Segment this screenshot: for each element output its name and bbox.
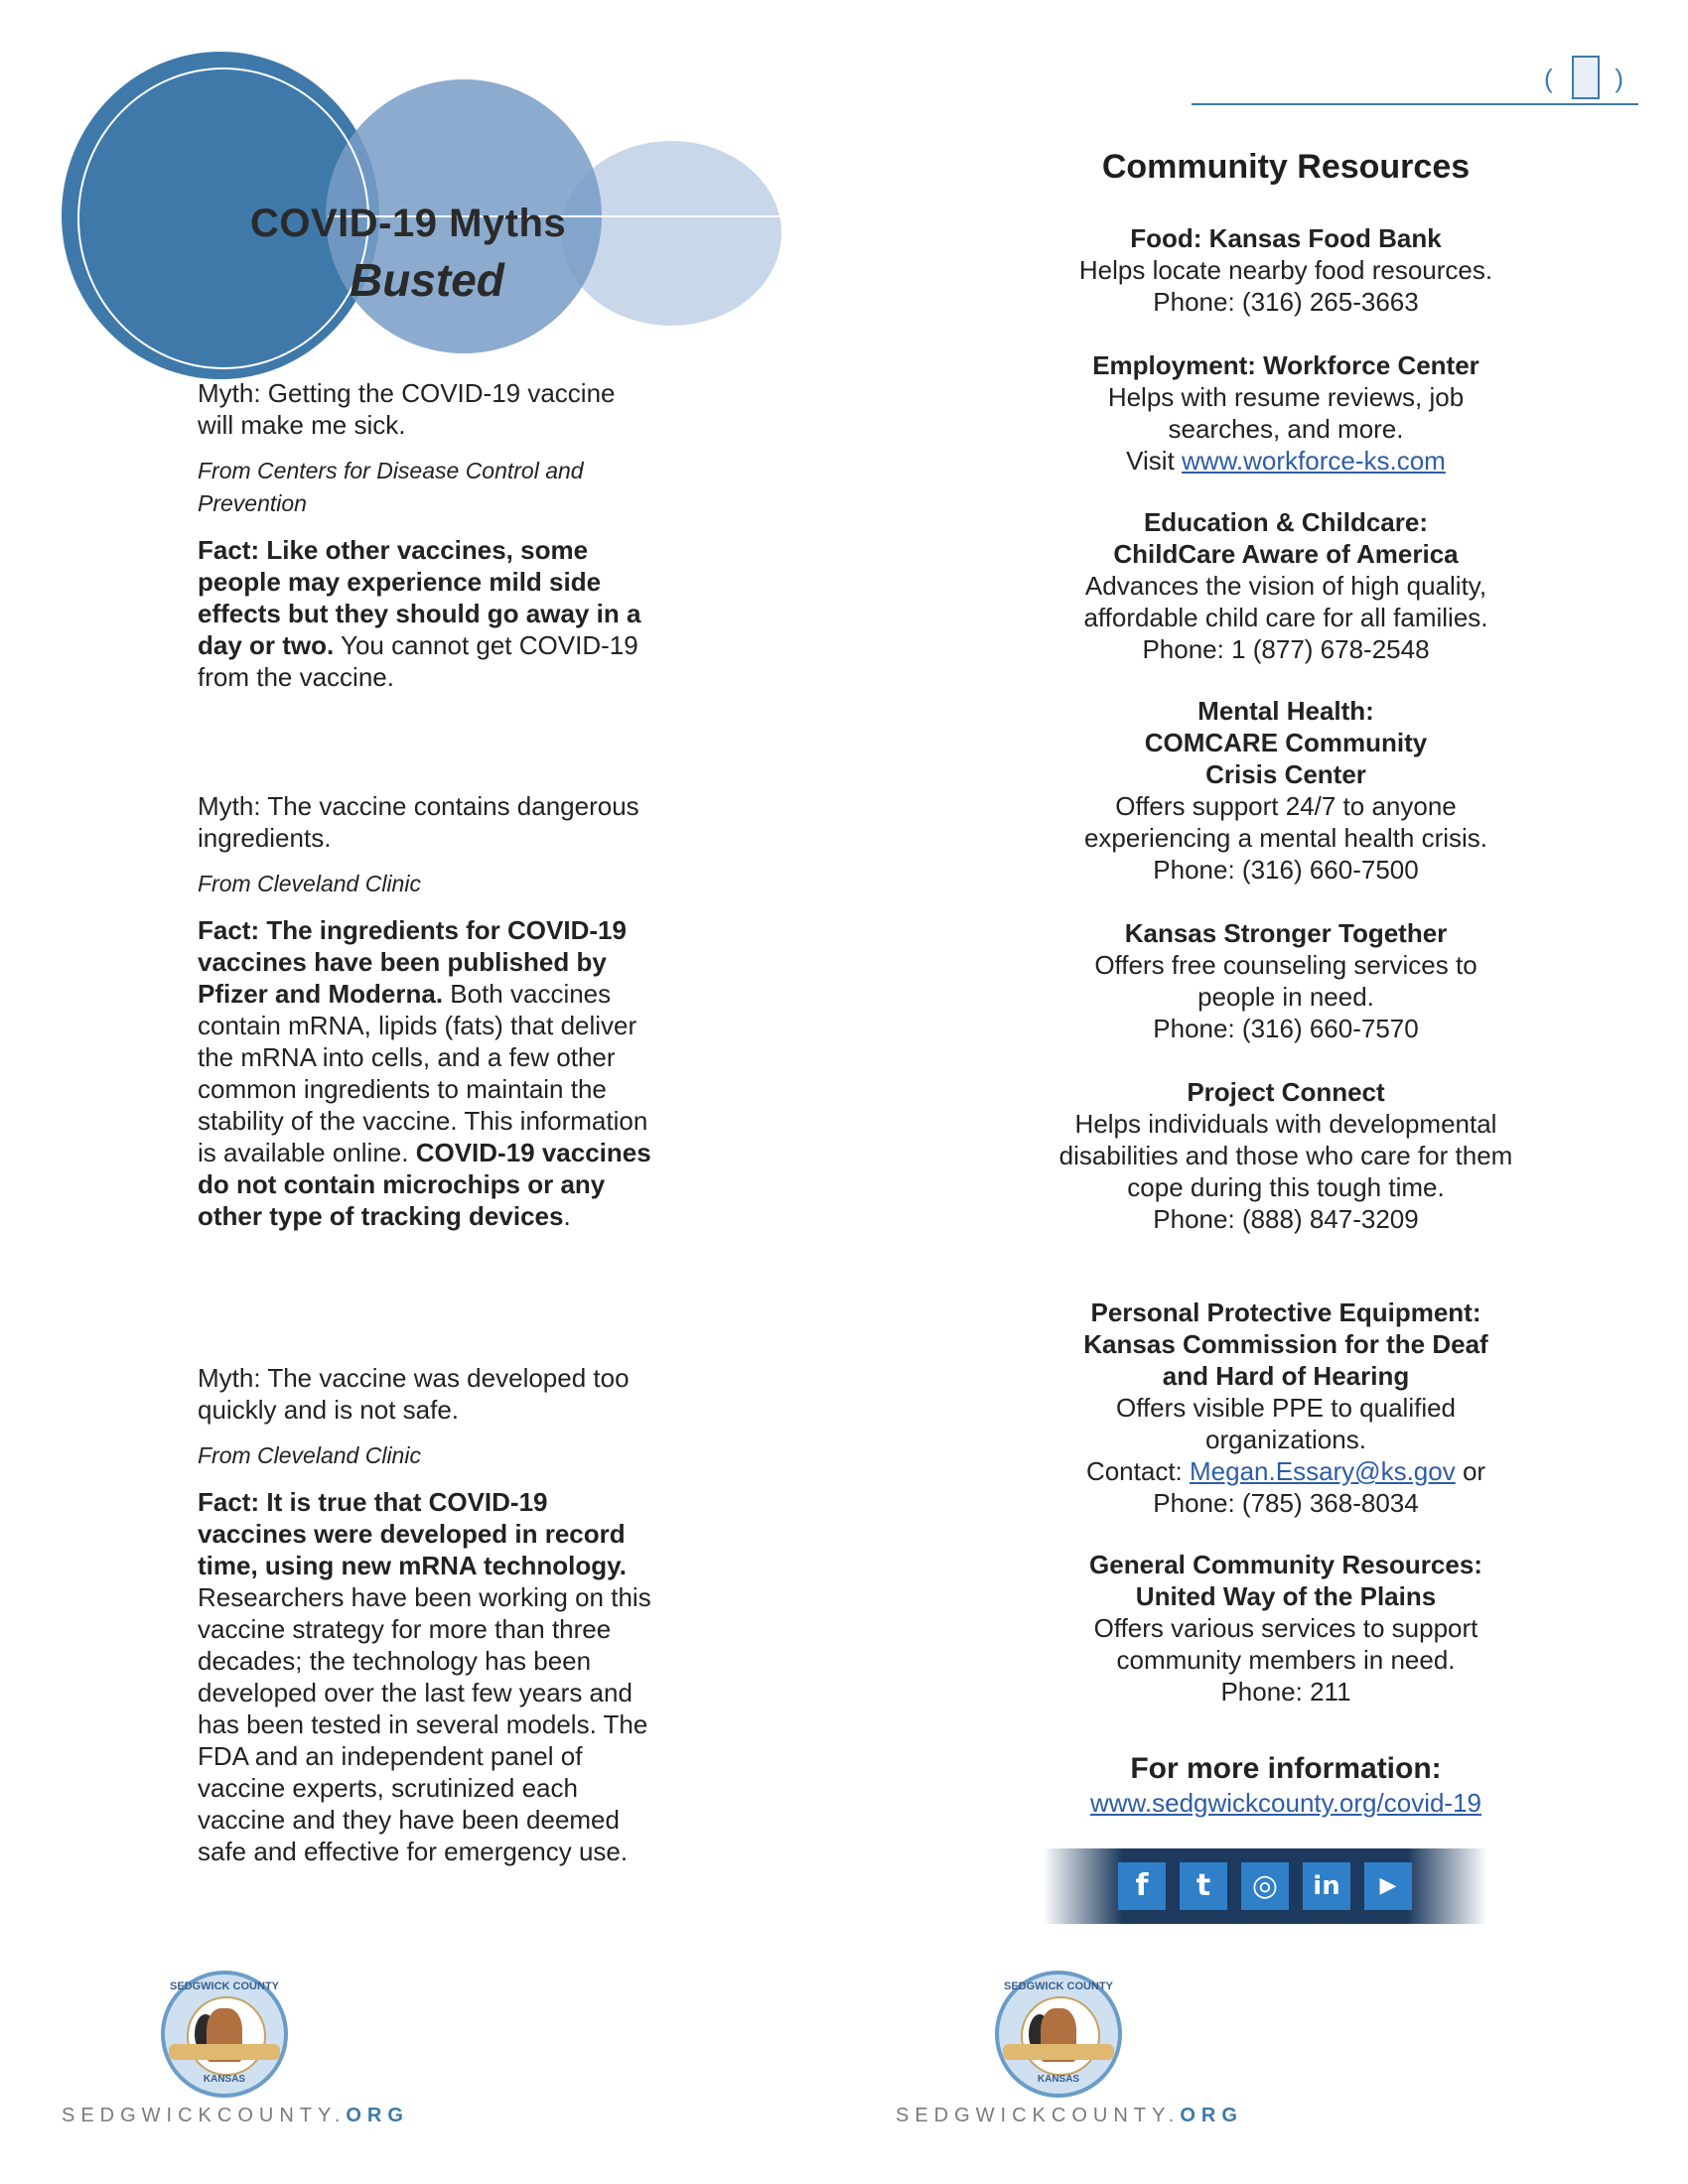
more-info-title: For more information:: [1130, 1752, 1442, 1785]
resource-desc: Advances the vision of high quality, affordable child care for all families.: [1083, 571, 1488, 632]
myth-text: Myth: The vaccine was developed too quickly and is not safe.: [198, 1363, 630, 1425]
linkedin-icon[interactable]: in: [1303, 1862, 1350, 1910]
resource-mental-health: [1038, 695, 1534, 886]
footer-text: SEDGWICKCOUNTY.: [896, 2105, 1181, 2126]
visit-label: Visit: [1126, 446, 1183, 476]
resource-heading-org: United Way of the Plains: [1135, 1581, 1437, 1611]
myth-source: From Centers for Disease Control and Prevention: [198, 458, 584, 516]
county-seal-left: [161, 1971, 288, 2098]
social-media-bar: [1043, 1848, 1487, 1924]
resource-phone: Phone: (888) 847-3209: [1153, 1204, 1419, 1234]
resource-phone: Phone: (785) 368-8034: [1153, 1488, 1419, 1518]
instagram-icon[interactable]: ◎: [1241, 1862, 1289, 1910]
fact-bold: Fact: The ingredients for COVID-19 vaccines have been published by Pfizer and Moderna.: [198, 915, 627, 1009]
fact-end: .: [563, 1201, 571, 1231]
contact-label: Contact:: [1085, 1456, 1190, 1486]
resource-desc: Offers visible PPE to qualified organizations.: [1115, 1393, 1457, 1454]
fact-text: [198, 914, 654, 1232]
resources-title: Community Resources: [1101, 148, 1471, 186]
resource-heading: Education & Childcare:: [1143, 507, 1429, 537]
fact-bold-2: COVID-19 vaccines do not contain microchips or any other type of tracking devices: [198, 1138, 651, 1231]
resource-heading-org: Kansas Commission for the Deaf and Hard of Hearing: [1083, 1329, 1488, 1391]
fact-bold: Fact: It is true that COVID-19 vaccines were developed in record time, using new mRNA technology.: [198, 1487, 627, 1580]
contact-or: or: [1455, 1456, 1486, 1486]
resource-heading: General Community Resources:: [1089, 1550, 1482, 1579]
resource-phone: Phone: 211: [1220, 1677, 1351, 1706]
myth-block-1: [198, 377, 654, 719]
facebook-icon[interactable]: f: [1118, 1862, 1166, 1910]
county-seal-right: [995, 1971, 1122, 2098]
resource-desc: Helps locate nearby food resources.: [1078, 255, 1493, 285]
top-right-rule: [1192, 103, 1638, 105]
resource-desc: Helps with resume reviews, job searches, and more.: [1107, 382, 1465, 444]
resource-employment: [1067, 349, 1504, 477]
resource-project-connect: [1038, 1076, 1534, 1235]
resource-education: [1038, 506, 1534, 665]
resource-phone: Phone: (316) 660-7500: [1153, 855, 1419, 885]
myth-text: Myth: The vaccine contains dangerous ingredients.: [198, 791, 639, 853]
myth-source: From Cleveland Clinic: [198, 871, 421, 896]
resource-heading: Employment: Workforce Center: [1092, 350, 1479, 380]
youtube-icon[interactable]: ▶: [1364, 1862, 1412, 1910]
resource-heading-org-2: Crisis Center: [1205, 759, 1366, 789]
page-title: COVID-19 Myths: [250, 202, 567, 245]
seal-bottom-text: KANSAS: [203, 2074, 246, 2085]
fact-rest: Researchers have been working on this vaccine strategy for more than three decades; the technology has been developed over the last few years and has been tested in several models. The FDA and an independent panel of vaccine experts, scrutinized each vaccine and they have been deemed safe and effective for emergency use.: [198, 1582, 651, 1866]
resource-phone: Phone: 1 (877) 678-2548: [1142, 634, 1430, 664]
resource-phone: Phone: (316) 265-3663: [1153, 287, 1419, 317]
resource-heading: Project Connect: [1187, 1077, 1385, 1107]
footer-org: ORG: [346, 2105, 409, 2126]
email-link[interactable]: Megan.Essary@ks.gov: [1190, 1456, 1456, 1486]
footer-org: ORG: [1180, 2105, 1243, 2126]
document-icon: ( ): [1544, 54, 1623, 103]
resource-desc: Offers free counseling services to people in need.: [1094, 950, 1477, 1012]
workforce-link[interactable]: www.workforce-ks.com: [1182, 446, 1446, 476]
resource-general: [1038, 1549, 1534, 1707]
fact-bold: Fact: Like other vaccines, some people may experience mild side effects but they should go away in a day or two.: [198, 535, 641, 660]
myth-text: Myth: Getting the COVID-19 vaccine will make me sick.: [198, 378, 616, 440]
resource-food: [1038, 222, 1534, 318]
seal-top-text: SEDGWICK COUNTY: [1004, 1980, 1113, 1992]
fact-rest: You cannot get COVID-19 from the vaccine.: [198, 630, 638, 692]
more-info-link-wrap: [1038, 1787, 1534, 1819]
fact-text: [198, 1486, 654, 1867]
page-subtitle: Busted: [350, 254, 504, 306]
resource-heading: Personal Protective Equipment:: [1090, 1297, 1481, 1327]
resource-ppe: [1038, 1297, 1534, 1519]
footer-text: SEDGWICKCOUNTY.: [62, 2105, 347, 2126]
resource-desc: Offers various services to support community members in need.: [1093, 1613, 1478, 1675]
seal-bottom-text: KANSAS: [1037, 2074, 1080, 2085]
resource-heading-org: ChildCare Aware of America: [1113, 539, 1459, 569]
resource-visit: [1067, 445, 1504, 477]
fact-rest: Both vaccines contain mRNA, lipids (fats) that deliver the mRNA into cells, and a few other common ingredients to maintain the stability of the vaccine. This information is available online.: [198, 979, 648, 1167]
resource-desc: Helps individuals with developmental disabilities and those who care for them cope during this tough time.: [1058, 1109, 1513, 1202]
fact-text: [198, 534, 654, 693]
resource-desc: Offers support 24/7 to anyone experiencing a mental health crisis.: [1083, 791, 1488, 853]
twitter-icon[interactable]: t: [1180, 1862, 1227, 1910]
myth-source: From Cleveland Clinic: [198, 1442, 421, 1468]
resource-heading-org: COMCARE Community: [1144, 728, 1428, 757]
resource-phone: Phone: (316) 660-7570: [1153, 1014, 1419, 1043]
footer-website-right: [896, 2105, 1243, 2127]
resource-heading: Food: Kansas Food Bank: [1130, 223, 1442, 253]
resource-kansas-stronger: [1057, 917, 1514, 1044]
seal-top-text: SEDGWICK COUNTY: [170, 1980, 279, 1992]
resource-contact: [1038, 1455, 1534, 1487]
resource-heading: Mental Health:: [1197, 696, 1374, 726]
myth-block-3: [198, 1362, 654, 1893]
footer-website-left: [62, 2105, 409, 2127]
myth-block-2: [198, 790, 654, 1258]
resource-heading: Kansas Stronger Together: [1124, 918, 1448, 948]
more-info-link[interactable]: www.sedgwickcounty.org/covid-19: [1089, 1788, 1482, 1818]
